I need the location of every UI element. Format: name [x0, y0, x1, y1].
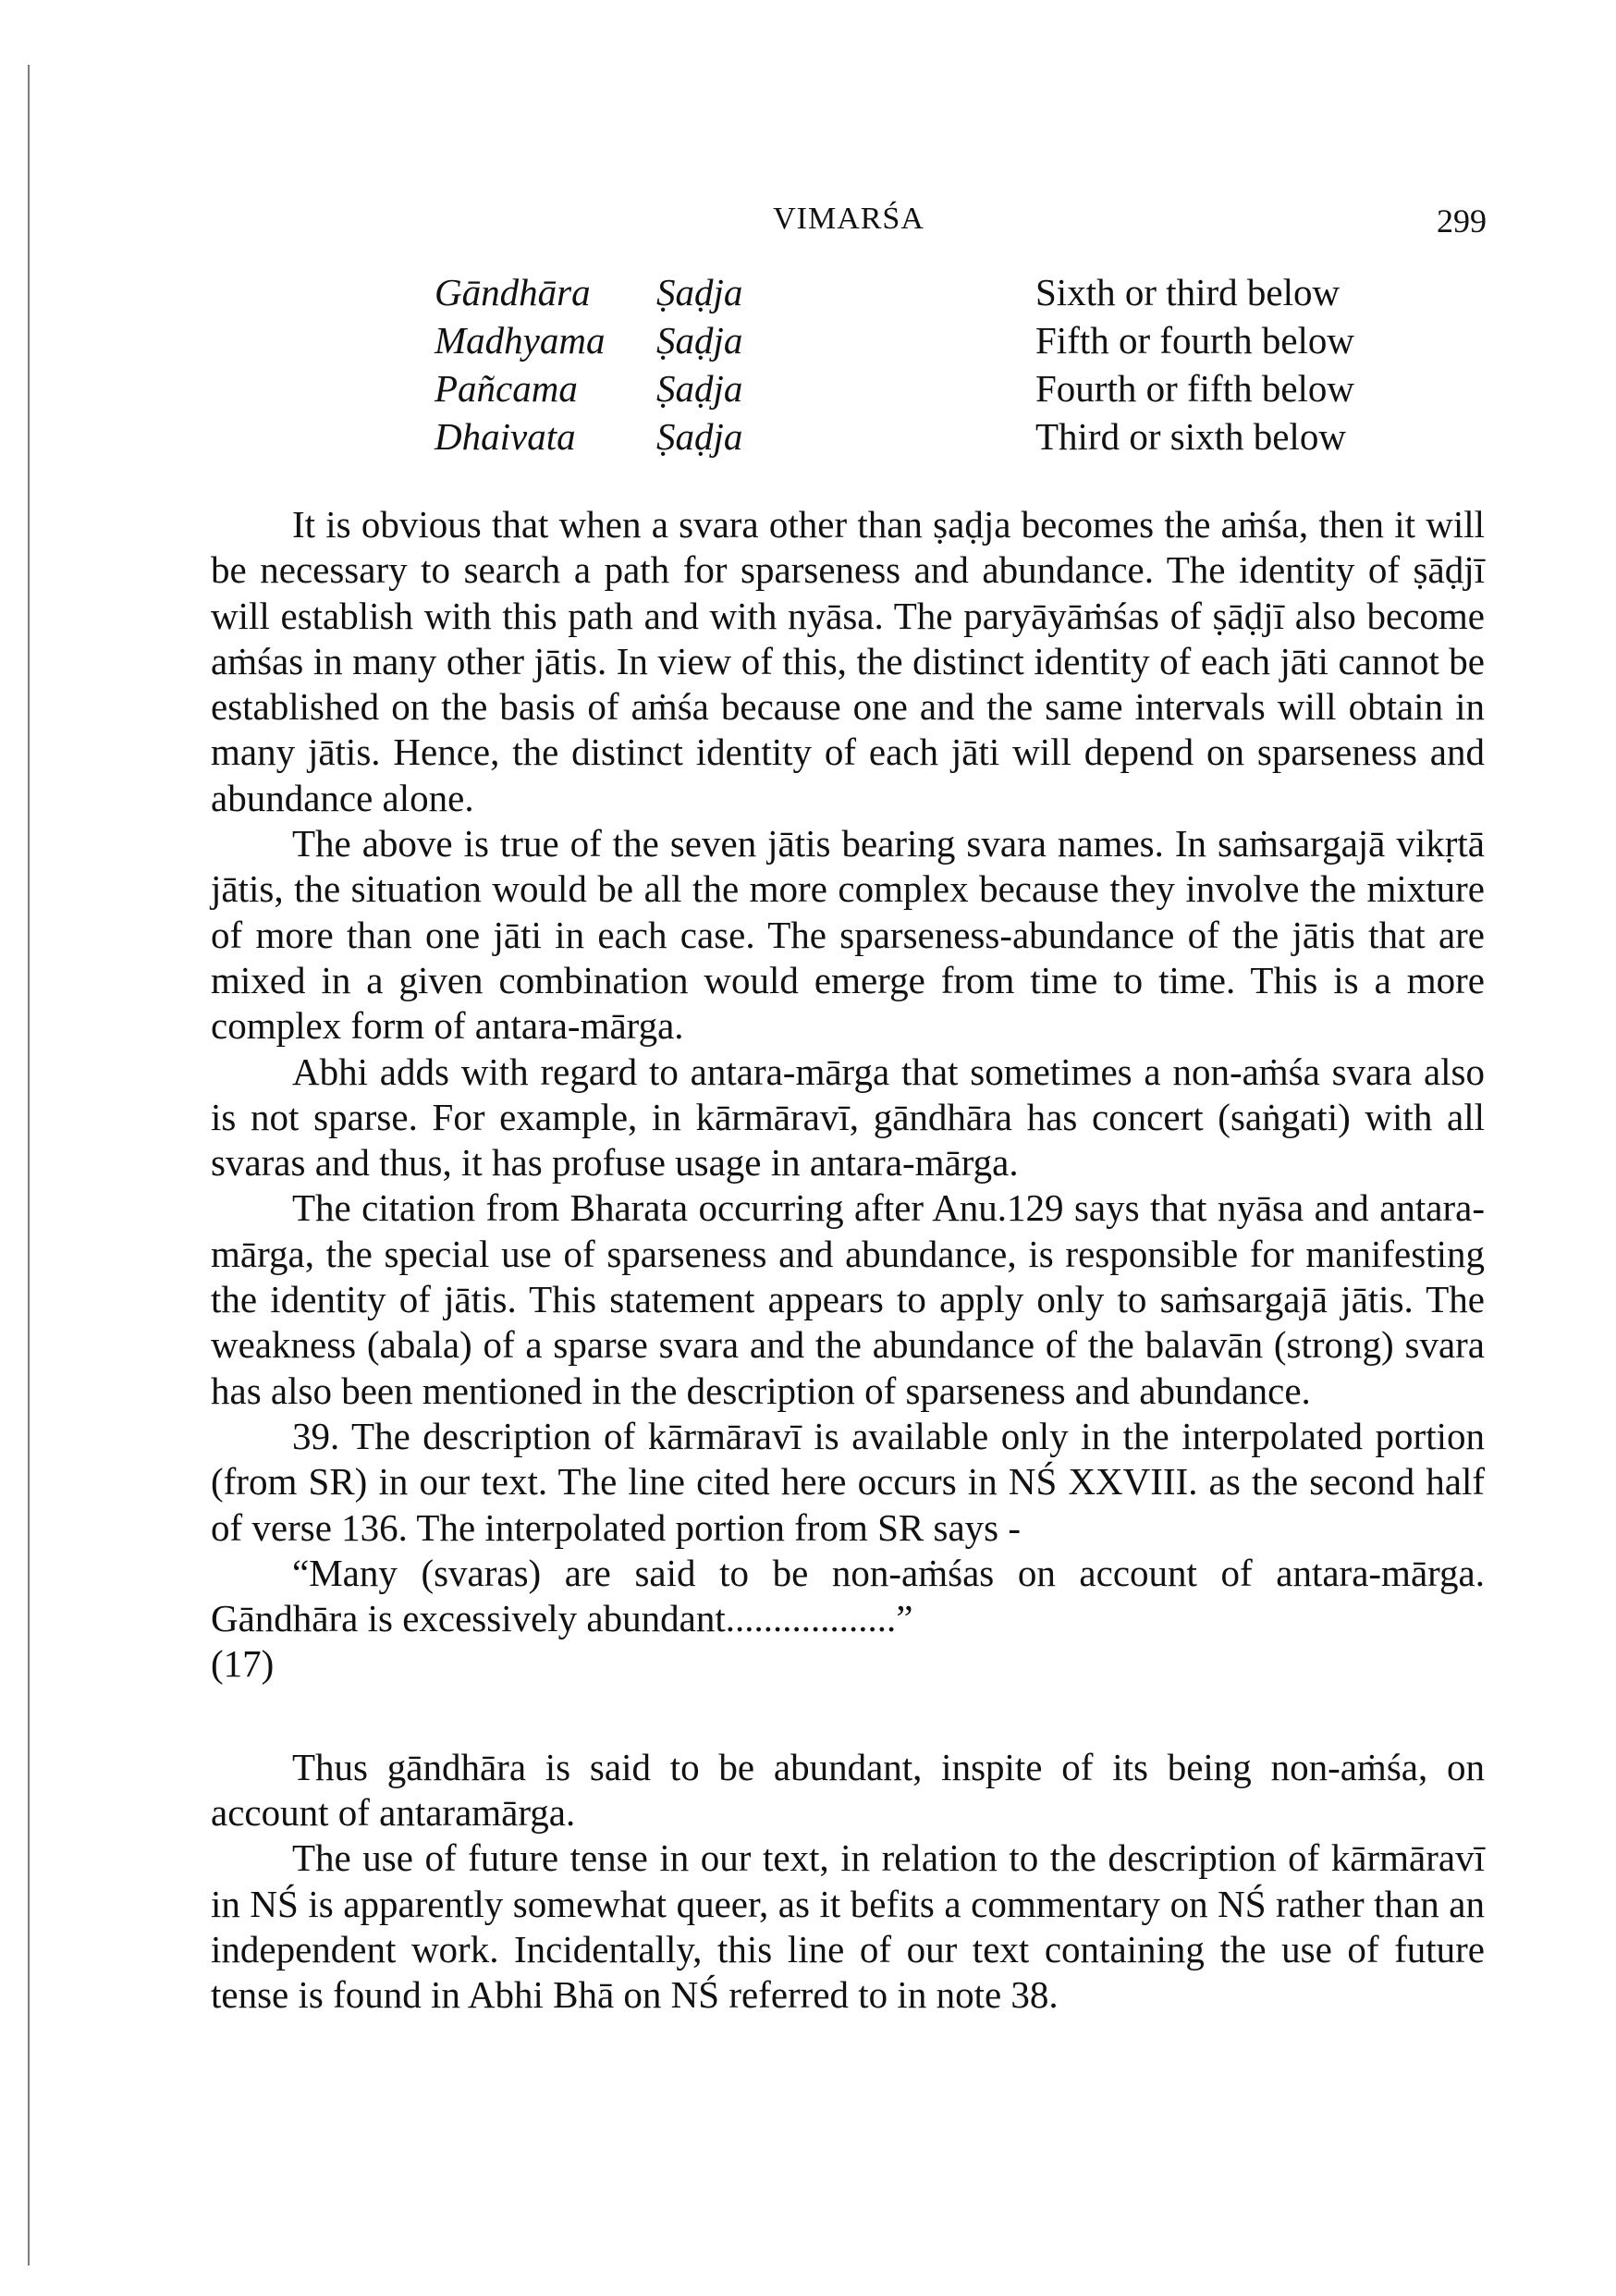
- quotation: “Many (svaras) are said to be non-aṁśas on account of antara-mārga. Gāndhāra is excessively abundant..................”: [211, 1551, 1485, 1640]
- svara-interval-table: [435, 268, 1498, 460]
- paragraph: Abhi adds with regard to antara-mārga that sometimes a non-aṁśa svara also is not sparse. For example, in kārmāravī, gāndhāra has concert (saṅgati) with all svaras and thus, it has profuse usage in antara-mārga.: [211, 1050, 1485, 1185]
- table-row: [435, 412, 1498, 460]
- reference-svara: Ṣaḍja: [656, 271, 743, 313]
- spacer: [211, 1688, 1485, 1745]
- reference-svara: Ṣaḍja: [656, 367, 743, 410]
- svara-name: Madhyama: [435, 319, 606, 362]
- paragraph: The use of future tense in our text, in relation to the description of kārmāravī in NŚ is apparently somewhat queer, as it befits a commentary on NŚ rather than an independent work. Incidentally, this line of our text containing the use of future tense is found in Abhi Bhā on NŚ referred to in note 38.: [211, 1836, 1485, 2017]
- note-39-paragraph: 39. The description of kārmāravī is available only in the interpolated portion (from SR) in our text. The line cited here occurs in NŚ XXVIII. as the second half of verse 136. The interpolated portion from SR says -: [211, 1414, 1485, 1549]
- table-row: [435, 364, 1498, 412]
- interval-description: Third or sixth below: [1035, 415, 1346, 458]
- svara-name: Gāndhāra: [435, 271, 591, 313]
- reference-svara: Ṣaḍja: [656, 415, 743, 458]
- interval-description: Fifth or fourth below: [1035, 319, 1355, 362]
- paragraph: The citation from Bharata occurring after Anu.129 says that nyāsa and antara-mārga, the special use of sparseness and abundance, is responsible for manifesting the identity of jātis. This statement appears to apply only to saṁsargajā jātis. The weakness (abala) of a sparse svara and the abundance of the balavān (strong) svara has also been mentioned in the description of sparseness and abundance.: [211, 1186, 1485, 1412]
- page-number: 299: [1437, 203, 1487, 239]
- paragraph: Thus gāndhāra is said to be abundant, inspite of its being non-aṁśa, on account of antaramārga.: [211, 1745, 1485, 1835]
- body-text: [211, 502, 1485, 2019]
- table-row: [435, 268, 1498, 316]
- verse-number: (17): [211, 1642, 275, 1686]
- svara-name: Dhaivata: [435, 415, 576, 458]
- running-head: [211, 202, 1487, 248]
- table-row: [435, 316, 1498, 364]
- reference-svara: Ṣaḍja: [656, 319, 743, 362]
- interval-description: Fourth or fifth below: [1035, 367, 1355, 410]
- paragraph: The above is true of the seven jātis bearing svara names. In saṁsargajā vikṛtā jātis, the situation would be all the more complex because they involve the mixture of more than one jāti in each case. The sparseness-abundance of the jātis that are mixed in a given combination would emerge from time to time. This is a more complex form of antara-mārga.: [211, 822, 1485, 1048]
- interval-description: Sixth or third below: [1035, 271, 1341, 313]
- running-title: VIMARŚA: [773, 202, 924, 236]
- scan-edge-line: [28, 65, 33, 2265]
- paragraph: It is obvious that when a svara other than ṣaḍja becomes the aṁśa, then it will be necessary to search a path for sparseness and abundance. The identity of ṣāḍjī will establish with this path and with nyāsa. The paryāyāṁśas of ṣāḍjī also become aṁśas in many other jātis. In view of this, the distinct identity of each jāti cannot be established on the basis of aṁśa because one and the same intervals will obtain in many jātis. Hence, the distinct identity of each jāti will depend on sparseness and abundance alone.: [211, 503, 1485, 819]
- svara-name: Pañcama: [435, 367, 578, 410]
